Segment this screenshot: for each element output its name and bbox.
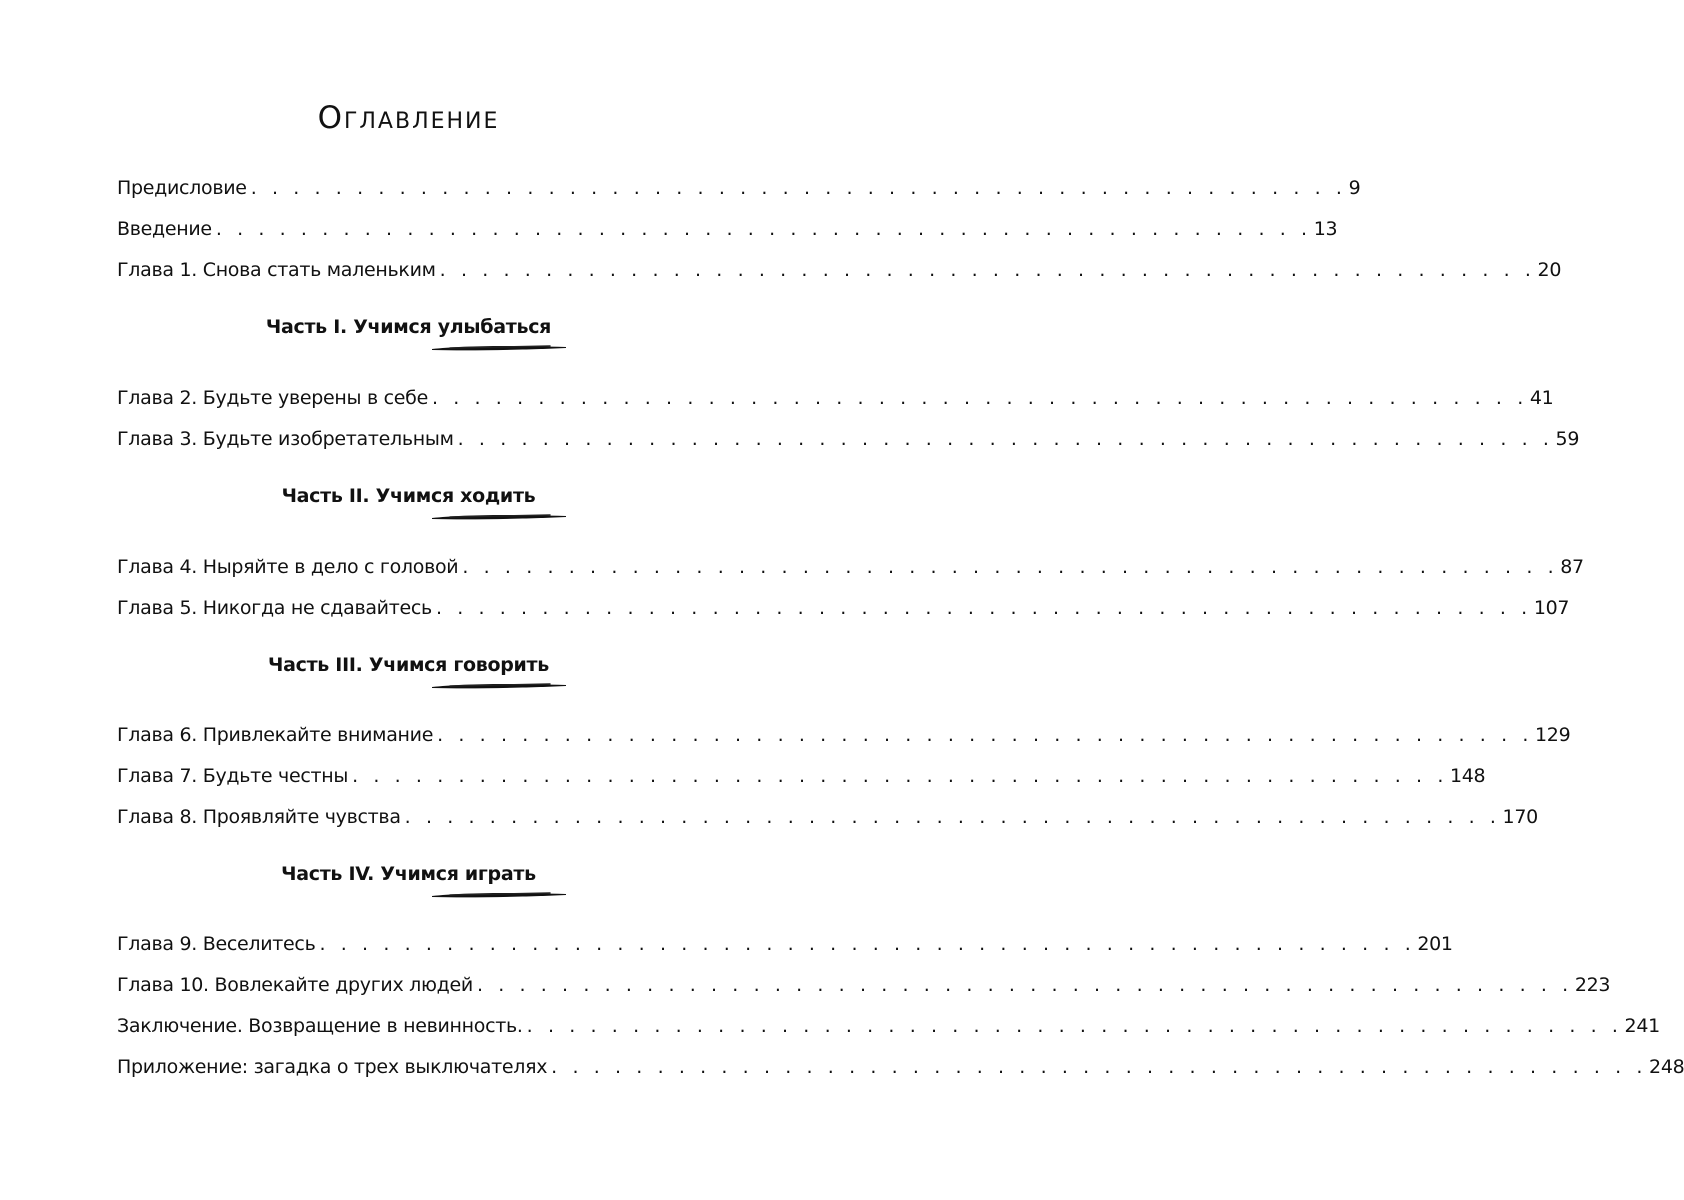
brush-underline-icon: [430, 681, 570, 691]
toc-entry-chapter-10[interactable]: [117, 971, 1611, 999]
toc-entry-chapter-7[interactable]: [117, 762, 1486, 790]
part-heading-4: [0, 860, 817, 888]
toc-entry-label: Глава 6. Привлекайте внимание: [117, 724, 434, 746]
part-title: Часть III. Учимся говорить: [268, 654, 549, 676]
toc-entry-chapter-9[interactable]: [117, 930, 1453, 958]
toc-entry-chapter-2[interactable]: [117, 384, 1554, 412]
part-title: Часть II. Учимся ходить: [281, 485, 536, 507]
brush-underline-icon: [430, 512, 570, 522]
toc-entry-label: Глава 3. Будьте изобретательным: [117, 428, 454, 450]
brush-underline-icon: [430, 343, 570, 353]
toc-entry-page: 20: [1537, 259, 1562, 281]
toc-entry-label: Глава 4. Ныряйте в дело с головой: [117, 556, 459, 578]
dot-leader: . . . . . . . . . . . . . . . . . . . . . . . . . . . . . . . . . . . . . . . . . . . . . . . . . . . .: [462, 556, 1559, 578]
toc-entry-chapter-6[interactable]: [117, 721, 1571, 749]
toc-entry-page: 59: [1555, 428, 1580, 450]
dot-leader: . . . . . . . . . . . . . . . . . . . . . . . . . . . . . . . . . . . . . . . . . . . . . . . . . . . .: [352, 765, 1448, 787]
brush-underline-icon: [430, 890, 570, 900]
dot-leader: . . . . . . . . . . . . . . . . . . . . . . . . . . . . . . . . . . . . . . . . . . . . . . . . . . . .: [476, 974, 1573, 996]
dot-leader: . . . . . . . . . . . . . . . . . . . . . . . . . . . . . . . . . . . . . . . . . . . . . . . . . . . .: [457, 428, 1554, 450]
toc-entry-page: 41: [1529, 387, 1554, 409]
toc-entry-page: 248: [1649, 1056, 1684, 1078]
dot-leader: . . . . . . . . . . . . . . . . . . . . . . . . . . . . . . . . . . . . . . . . . . . . . . . . . . . .: [526, 1015, 1623, 1037]
dot-leader: . . . . . . . . . . . . . . . . . . . . . . . . . . . . . . . . . . . . . . . . . . . . . . . . . . . .: [437, 724, 1533, 746]
toc-entry-label: Приложение: загадка о трех выключателях: [117, 1056, 548, 1078]
toc-entry-page: 223: [1574, 974, 1611, 996]
toc-entry-label: Глава 5. Никогда не сдавайтесь: [117, 597, 432, 619]
dot-leader: . . . . . . . . . . . . . . . . . . . . . . . . . . . . . . . . . . . . . . . . . . . . . . . . . . . .: [215, 218, 1312, 240]
part-heading-3: [0, 651, 817, 679]
toc-entry-label: Глава 8. Проявляйте чувства: [117, 806, 401, 828]
toc-entry-label: Введение: [117, 218, 212, 240]
page-title: Оглавление: [317, 100, 500, 136]
toc-entry-page: 201: [1417, 933, 1453, 955]
toc-entry-page: 129: [1535, 724, 1571, 746]
dot-leader: . . . . . . . . . . . . . . . . . . . . . . . . . . . . . . . . . . . . . . . . . . . . . . . . . . . .: [404, 806, 1501, 828]
toc-entry-label: Глава 2. Будьте уверены в себе: [117, 387, 428, 409]
toc-entry-page: 170: [1502, 806, 1538, 828]
part-title: Часть I. Учимся улыбаться: [265, 316, 552, 338]
toc-entry-page: 87: [1560, 556, 1584, 578]
toc-entry-page: 13: [1313, 218, 1338, 240]
toc-entry-chapter-8[interactable]: [117, 803, 1538, 831]
dot-leader: . . . . . . . . . . . . . . . . . . . . . . . . . . . . . . . . . . . . . . . . . . . . . . . . . . . .: [319, 933, 1416, 955]
toc-entry-label: Глава 10. Вовлекайте других людей: [117, 974, 473, 996]
toc-entry-label: Глава 1. Снова стать маленьким: [117, 259, 436, 281]
toc-entry-chapter-5[interactable]: [117, 594, 1570, 622]
toc-entry-conclusion[interactable]: [117, 1012, 1660, 1040]
dot-leader: . . . . . . . . . . . . . . . . . . . . . . . . . . . . . . . . . . . . . . . . . . . . . . . . . . . .: [250, 177, 1347, 199]
toc-entry-label: Глава 9. Веселитесь: [117, 933, 316, 955]
toc-entry-page: 107: [1533, 597, 1570, 619]
part-title: Часть IV. Учимся играть: [281, 863, 536, 885]
toc-entry-chapter-3[interactable]: [117, 425, 1580, 453]
toc-entry-preface[interactable]: [117, 174, 1361, 202]
toc-entry-chapter-1[interactable]: [117, 256, 1562, 284]
part-heading-2: [0, 482, 817, 510]
toc-entry-label: Предисловие: [117, 177, 247, 199]
toc-entry-page: 9: [1348, 177, 1361, 199]
toc-entry-chapter-4[interactable]: [117, 553, 1584, 581]
dot-leader: . . . . . . . . . . . . . . . . . . . . . . . . . . . . . . . . . . . . . . . . . . . . . . . . . . . .: [551, 1056, 1648, 1078]
toc-entry-page: 241: [1624, 1015, 1660, 1037]
dot-leader: . . . . . . . . . . . . . . . . . . . . . . . . . . . . . . . . . . . . . . . . . . . . . . . . . . . .: [435, 597, 1532, 619]
toc-entry-page: 148: [1449, 765, 1486, 787]
toc-entry-appendix[interactable]: [117, 1053, 1684, 1081]
toc-entry-introduction[interactable]: [117, 215, 1338, 243]
part-heading-1: [0, 313, 817, 341]
toc-entry-label: Глава 7. Будьте честны: [117, 765, 349, 787]
dot-leader: . . . . . . . . . . . . . . . . . . . . . . . . . . . . . . . . . . . . . . . . . . . . . . . . . . . .: [439, 259, 1536, 281]
dot-leader: . . . . . . . . . . . . . . . . . . . . . . . . . . . . . . . . . . . . . . . . . . . . . . . . . . . .: [431, 387, 1528, 409]
toc-entry-label: Заключение. Возвращение в невинность.: [117, 1015, 523, 1037]
